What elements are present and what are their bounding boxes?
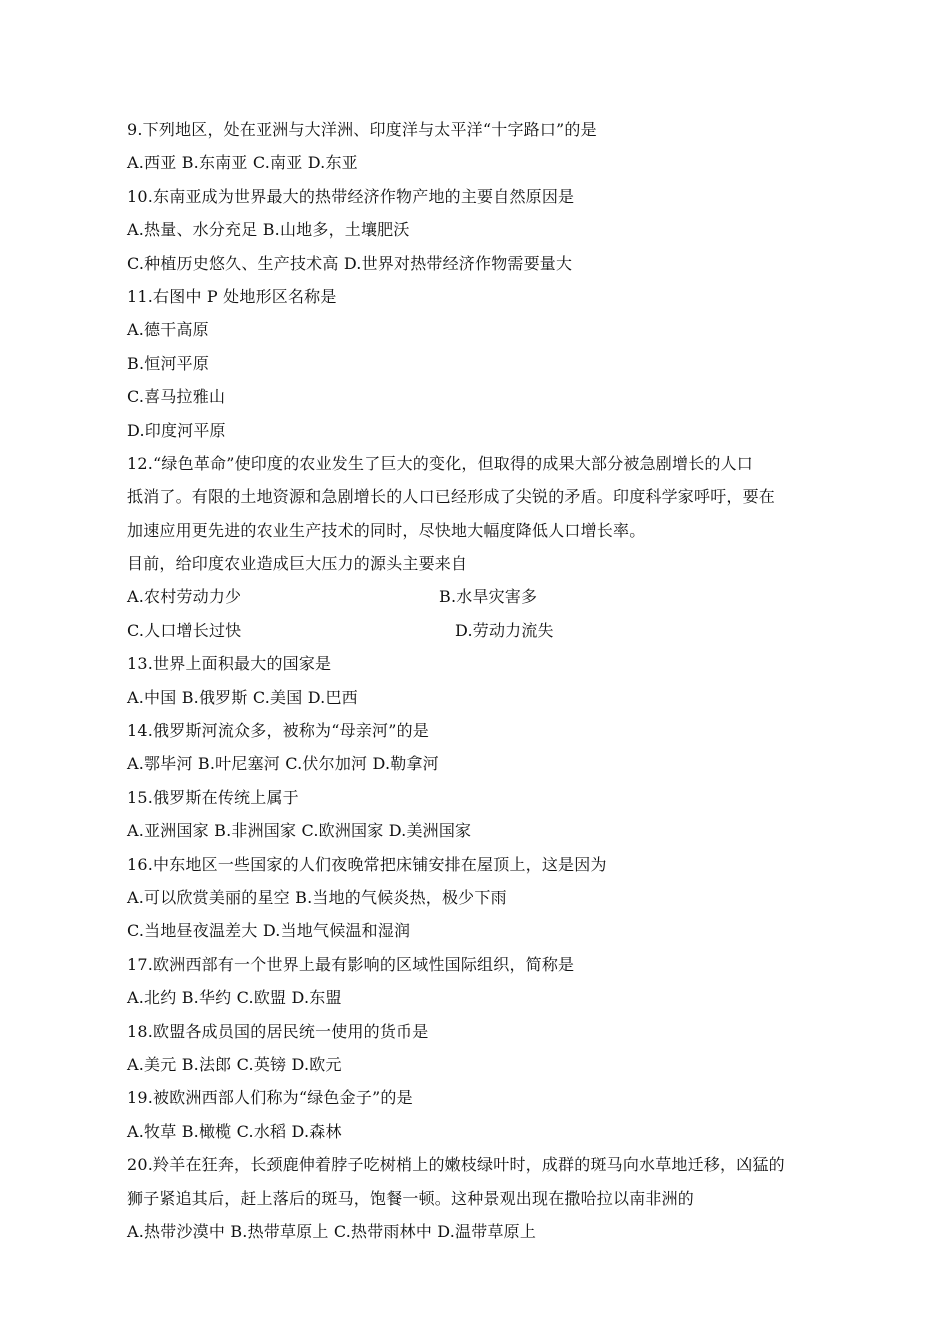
question-12-prompt: 目前，给印度农业造成巨大压力的源头主要来自 [127, 554, 468, 574]
question-9: 9.下列地区，处在亚洲与大洋洲、印度洋与太平洋“十字路口”的是 [127, 120, 597, 139]
question-10-options-cd: C.种植历史悠久、生产技术高 D.世界对热带经济作物需要量大 [127, 253, 573, 273]
question-10-options-ab: A.热量、水分充足 B.山地多，土壤肥沃 [127, 220, 410, 240]
question-18-options: A.美元 B.法郎 C.英镑 D.欧元 [127, 1054, 342, 1074]
question-11-option-a: A.德干高原 [127, 320, 209, 340]
question-17-options: A.北约 B.华约 C.欧盟 D.东盟 [127, 988, 342, 1008]
question-12-option-d: D.劳动力流失 [455, 620, 554, 640]
question-18: 18.欧盟各成员国的居民统一使用的货币是 [127, 1021, 429, 1041]
question-16: 16.中东地区一些国家的人们夜晚常把床铺安排在屋顶上，这是因为 [127, 854, 607, 874]
question-14-options: A.鄂毕河 B.叶尼塞河 C.伏尔加河 D.勒拿河 [127, 754, 439, 774]
question-12-option-b: B.水旱灾害多 [439, 587, 538, 607]
question-12-line-2: 抵消了。有限的土地资源和急剧增长的人口已经形成了尖锐的矛盾。印度科学家呼吁，要在 [127, 487, 776, 507]
question-16-options-cd: C.当地昼夜温差大 D.当地气候温和湿润 [127, 921, 411, 941]
question-13: 13.世界上面积最大的国家是 [127, 654, 332, 674]
question-14: 14.俄罗斯河流众多，被称为“母亲河”的是 [127, 721, 430, 741]
question-19-options: A.牧草 B.橄榄 C.水稻 D.森林 [127, 1121, 342, 1141]
question-12-option-a: A.农村劳动力少 [127, 587, 242, 607]
question-20-options: A.热带沙漠中 B.热带草原上 C.热带雨林中 D.温带草原上 [127, 1221, 537, 1241]
question-12-options-ab [127, 580, 867, 613]
question-17: 17.欧洲西部有一个世界上最有影响的区域性国际组织，简称是 [127, 954, 575, 974]
question-12-line-3: 加速应用更先进的农业生产技术的同时，尽快地大幅度降低人口增长率。 [127, 520, 646, 540]
question-11-option-c: C.喜马拉雅山 [127, 387, 226, 407]
question-11: 11.右图中 P 处地形区名称是 [127, 286, 337, 306]
question-12-option-c: C.人口增长过快 [127, 620, 242, 640]
exam-page [127, 113, 867, 1248]
question-9-options: A.西亚 B.东南亚 C.南亚 D.东亚 [127, 153, 358, 173]
question-13-options: A.中国 B.俄罗斯 C.美国 D.巴西 [127, 687, 358, 707]
question-19: 19.被欧洲西部人们称为“绿色金子”的是 [127, 1088, 413, 1108]
question-12-line-1: 12.“绿色革命”使印度的农业发生了巨大的变化，但取得的成果大部分被急剧增长的人口 [127, 453, 754, 473]
question-20-line-1: 20.羚羊在狂奔，长颈鹿伸着脖子吃树梢上的嫩枝绿叶时，成群的斑马向水草地迁移，凶猛的 [127, 1155, 785, 1175]
question-10: 10.东南亚成为世界最大的热带经济作物产地的主要自然原因是 [127, 186, 575, 206]
question-20-line-2: 狮子紧追其后，赶上落后的斑马，饱餐一顿。这种景观出现在撒哈拉以南非洲的 [127, 1188, 695, 1208]
question-11-option-d: D.印度河平原 [127, 420, 226, 440]
question-15: 15.俄罗斯在传统上属于 [127, 787, 299, 807]
question-16-options-ab: A.可以欣赏美丽的星空 B.当地的气候炎热，极少下雨 [127, 887, 507, 907]
question-15-options: A.亚洲国家 B.非洲国家 C.欧洲国家 D.美洲国家 [127, 821, 472, 841]
question-12-options-cd [127, 614, 867, 647]
question-11-option-b: B.恒河平原 [127, 353, 210, 373]
